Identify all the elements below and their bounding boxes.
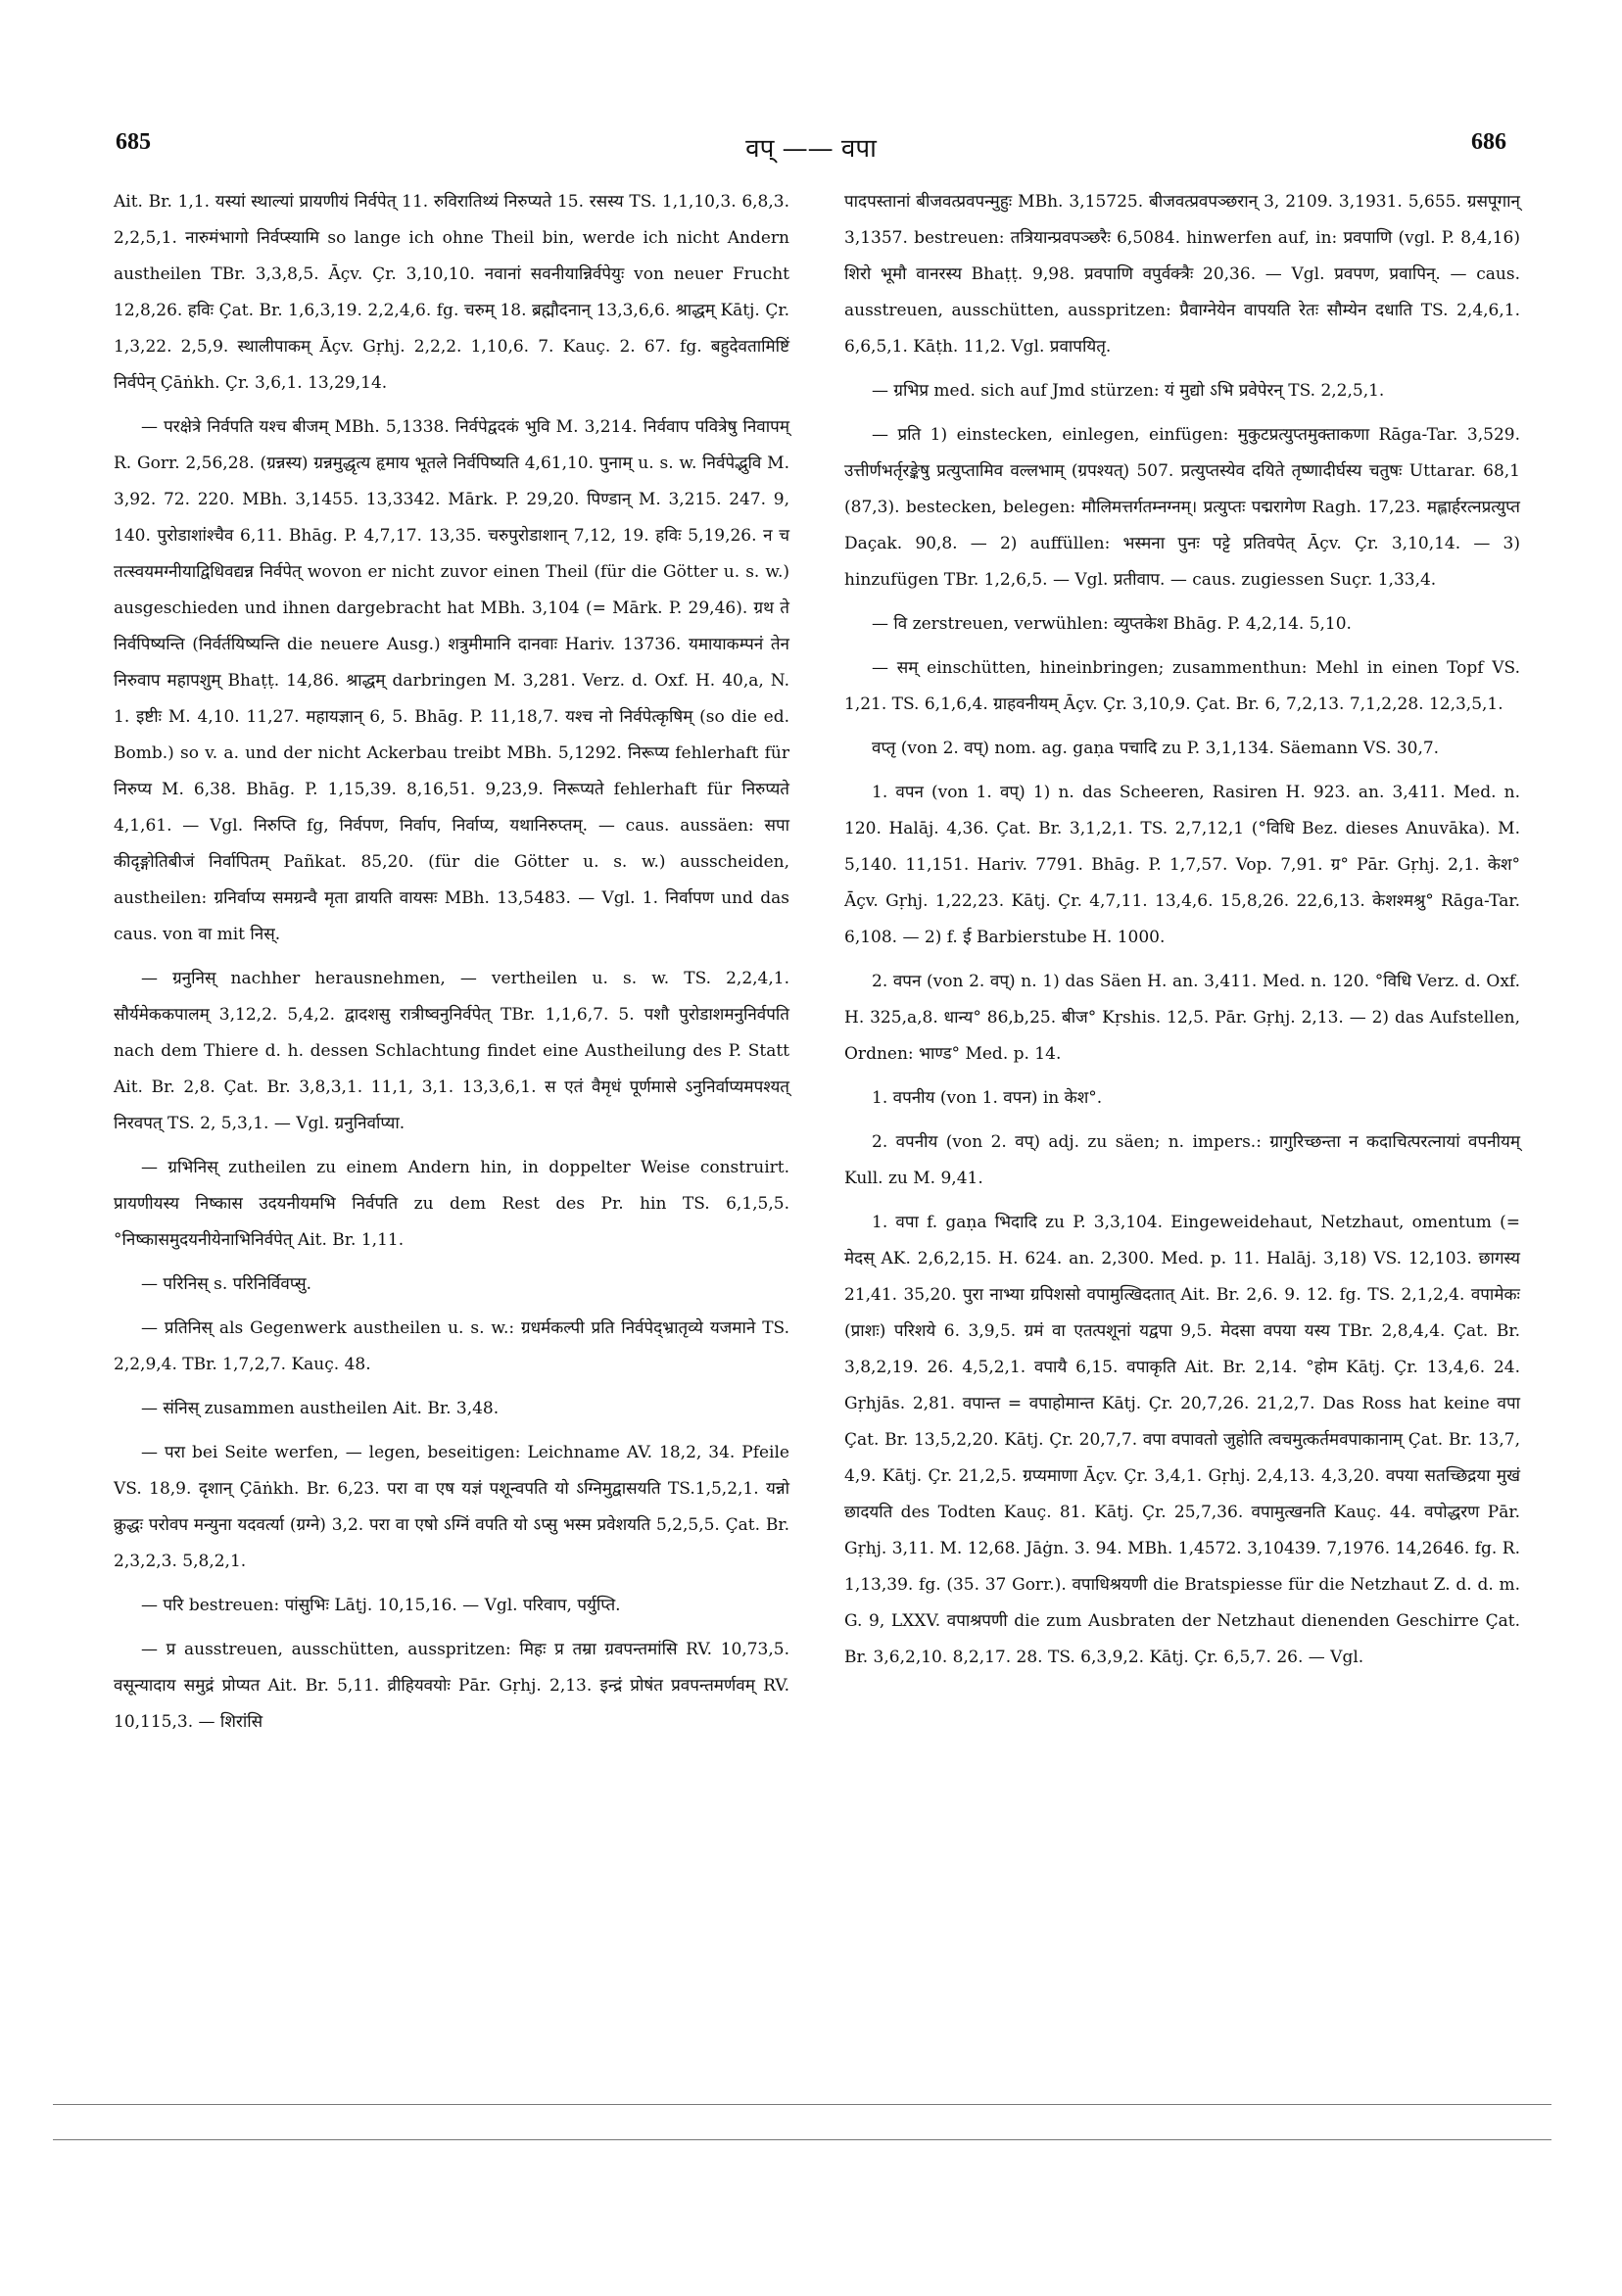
- paragraph: — संनिस् zusammen austheilen Ait. Br. 3,48.: [141, 1399, 500, 1418]
- left-column: [114, 184, 789, 1748]
- paragraph: — परि bestreuen: पांसुभिः Lāṭj. 10,15,16. — Vgl. परिवाप, पर्युप्ति.: [141, 1596, 621, 1615]
- paragraph: — प्रतिनिस् als Gegenwerk austheilen u. s. w.: ग्रधर्मकल्पी प्रति निर्वपेद्भ्रातृव्ये यजमाने TS. 2,2,9,4. TBr. 1,7,2,7. Kauç. 48.: [114, 1318, 789, 1374]
- paragraph: Ait. Br. 1,1. यस्यां स्थाल्यां प्रायणीयं निर्वपेत् 11. रुविरातिथ्यं निरुप्यते 15. रसस्य TS. 1,1,10,3. 6,8,3. 2,2,5,1. नारुमंभागो निर्वप्स्यामि so lange ich ohne Theil bin, werde ich nicht Andern austheilen TBr. 3,3,8,5. Āçv. Çr. 3,10,10. नवानां सवनीयान्निर्वपेयुः von neuer Frucht 12,8,26. हविः Çat. Br. 1,6,3,19. 2,2,4,6. fg. चरुम् 18. ब्रह्मौदनान् 13,3,6,6. श्राद्धम् Kātj. Çr. 1,3,22. 2,5,9. स्थालीपाकम् Āçv. Gṛhj. 2,2,2. 1,10,6. 7. Kauç. 2. 67. fg. बहुदेवतामिष्टिं निर्वपेन् Çāṅkh. Çr. 3,6,1. 13,29,14.: [114, 192, 789, 393]
- paragraph: — ग्रनुनिस् nachher herausnehmen, — vertheilen u. s. w. TS. 2,2,4,1. सौर्यमेककपालम् 3,12,2. 5,4,2. द्वादशसु रात्रीष्वनुनिर्वपेत् TBr. 1,1,6,7. 5. पशौ पुरोडाशमनुनिर्वपति nach dem Thiere d. h. dessen Schlachtung findet eine Austheilung des P. Statt Ait. Br. 2,8. Çat. Br. 3,8,3,1. 11,1, 3,1. 13,3,6,1. स एतं वैमृधं पूर्णमासे ऽनुनिर्वाप्यमपश्यत् निरवपत् TS. 2, 5,3,1. — Vgl. ग्रनुनिर्वाप्या.: [114, 969, 789, 1133]
- page-number-right: 686: [1471, 129, 1506, 155]
- entry-paragraph: 1. वपा f. gaṇa भिदादि zu P. 3,3,104. Eingeweidehaut, Netzhaut, omentum (= मेदस् AK. 2,6,2,15. H. 624. an. 2,300. Med. p. 11. Halāj. 3,18) VS. 12,103. छागस्य 21,41. 35,20. पुरा नाभ्या ग्रपिशसो वपामुत्खिदतात् Ait. Br. 2,6. 9. 12. fg. TS. 2,1,2,4. वपामेकः (प्राशः) परिशये 6. 3,9,5. ग्रमं वा एतत्पशूनां यद्वपा 9,5. मेदसा वपया यस्य TBr. 2,8,4,4. Çat. Br. 3,8,2,19. 26. 4,5,2,1. वपायै 6,15. वपाकृति Ait. Br. 2,14. °होम Kātj. Çr. 13,4,6. 24. Gṛhjās. 2,81. वपान्त = वपाहोमान्त Kātj. Çr. 20,7,26. 21,2,7. Das Ross hat keine वपा Çat. Br. 13,5,2,20. Kātj. Çr. 20,7,7. वपा वपावतो जुहोति त्वचमुत्कर्तमवपाकानाम् Çat. Br. 13,7, 4,9. Kātj. Çr. 21,2,5. ग्रप्यमाणा Āçv. Çr. 3,4,1. Gṛhj. 2,4,13. 4,3,20. वपया सतच्छिद्रया मुखं छादयति des Todten Kauç. 81. Kātj. Çr. 25,7,36. वपामुत्खनति Kauç. 44. वपोद्धरण Pār. Gṛhj. 3,11. M. 12,68. Jāġn. 3. 94. MBh. 1,4572. 3,10439. 7,1976. 14,2646. fg. R. 1,13,39. fg. (35. 37 Gorr.). वपाधिश्रयणी die Bratspiesse für die Netzhaut Z. d. d. m. G. 9, LXXV. वपाश्रपणी die zum Ausbraten der Netzhaut dienenden Geschirre Çat. Br. 3,6,2,10. 8,2,17. 28. TS. 6,3,9,2. Kātj. Çr. 6,5,7. 26. — Vgl.: [844, 1213, 1520, 1667]
- running-title: वप् —— वपा: [745, 134, 877, 164]
- entry-paragraph: 1. वपनीय (von 1. वपन) in केश°.: [872, 1088, 1103, 1108]
- paragraph: — सम् einschütten, hineinbringen; zusammenthun: Mehl in einen Topf VS. 1,21. TS. 6,1,6,4. ग्राहवनीयम् Āçv. Çr. 3,10,9. Çat. Br. 6, 7,2,13. 7,1,2,28. 12,3,5,1.: [844, 658, 1520, 714]
- entry-paragraph: वप्तृ (von 2. वप्) nom. ag. gaṇa पचादि zu P. 3,1,134. Säemann VS. 30,7.: [872, 739, 1440, 758]
- paragraph: — प्रति 1) einstecken, einlegen, einfügen: मुकुटप्रत्युप्तमुक्ताकणा Rāga-Tar. 3,529. उत्तीर्णभर्तृरङ्केषु प्रत्युप्तामिव वल्लभाम् (ग्रपश्यत्) 507. प्रत्युप्तस्येव दयिते तृष्णादीर्घस्य चतुषः Uttarar. 68,1 (87,3). bestecken, belegen: मौलिमत्तर्गतम्नग्नम्। प्रत्युप्तः पद्मरागेण Ragh. 17,23. मह्लार्हरत्नप्रत्युप्त Daçak. 90,8. — 2) auffüllen: भस्मना पुनः पट्टे प्रतिवपेत् Āçv. Çr. 3,10,14. — 3) hinzufügen TBr. 1,2,6,5. — Vgl. प्रतीवाप. — caus. zugiessen Suçr. 1,33,4.: [844, 425, 1520, 590]
- entry-paragraph: 2. वपनीय (von 2. वप्) adj. zu säen; n. impers.: ग्रागुरिच्छन्ता न कदाचित्परत्नायां वपनीयम् Kull. zu M. 9,41.: [844, 1132, 1520, 1188]
- right-column: [844, 184, 1520, 1684]
- paragraph: — परिनिस् s. परिनिर्विवप्सु.: [141, 1274, 312, 1294]
- paragraph: — ग्रभिनिस् zutheilen zu einem Andern hin, in doppelter Weise construirt. प्रायणीयस्य निष्कास उदयनीयमभि निर्वपति zu dem Rest des Pr. hin TS. 6,1,5,5. °निष्कासमुदयनीयेनाभिनिर्वपेत् Ait. Br. 1,11.: [114, 1158, 789, 1250]
- paragraph: — परक्षेत्रे निर्वपति यश्च बीजम् MBh. 5,1338. निर्वपेद्वदकं भुवि M. 3,214. निर्ववाप पवित्रेषु निवापम् R. Gorr. 2,56,28. (ग्रन्नस्य) ग्रन्नमुद्धृत्य हृमाय भूतले निर्वपिष्यति 4,61,10. पुनाम् u. s. w. निर्वपेद्भुवि M. 3,92. 72. 220. MBh. 3,1455. 13,3342. Mārk. P. 29,20. पिण्डान् M. 3,215. 247. 9, 140. पुरोडाशांश्चैव 6,11. Bhāg. P. 4,7,17. 13,35. चरुपुरोडाशान् 7,12, 19. हविः 5,19,26. न च तत्स्वयमग्नीयाद्विधिवद्यन्न निर्वपेत् wovon er nicht zuvor einen Theil (für die Götter u. s. w.) ausgeschieden und ihnen dargebracht hat MBh. 3,104 (= Mārk. P. 29,46). ग्रथ ते निर्वपिष्यन्ति (निर्वर्तयिष्यन्ति die neuere Ausg.) शत्रुमीमानि दानवाः Hariv. 13736. यमायाकम्पनं तेन निरुवाप महापशुम् Bhaṭṭ. 14,86. श्राद्धम् darbringen M. 3,281. Verz. d. Oxf. H. 40,a, N. 1. इष्टीः M. 4,10. 11,27. महायज्ञान् 6, 5. Bhāg. P. 11,18,7. यश्च नो निर्वपेत्कृषिम् (so die ed. Bomb.) so v. a. und der nicht Ackerbau treibt MBh. 5,1292. निरूप्य fehlerhaft für निरुप्य M. 6,38. Bhāg. P. 1,15,39. 8,16,51. 9,23,9. निरूप्यते fehlerhaft für निरुप्यते 4,1,61. — Vgl. निरुप्ति fg, निर्वपण, निर्वाप, निर्वाप्य, यथानिरुप्तम्. — caus. aussäen: सपा कीदृङ्गोतिबीजं निर्वापितम् Pañkat. 85,20. (für die Götter u. s. w.) ausscheiden, austheilen: ग्रनिर्वाप्य समग्रन्वै मृता व्रायति वायसः MBh. 13,5483. — Vgl. 1. निर्वापण und das caus. von वा mit निस्.: [114, 417, 789, 944]
- page-header: [116, 129, 1506, 168]
- bottom-rule: [53, 2104, 1551, 2105]
- paragraph: — प्र ausstreuen, ausschütten, ausspritzen: मिहः प्र तम्रा ग्रवपन्तमांसि RV. 10,73,5. वसून्यादाय समुद्रं प्रोप्यत Ait. Br. 5,11. व्रीहियवयोः Pār. Gṛhj. 2,13. इन्द्रं प्रोषंत प्रवपन्तमर्णवम् RV. 10,115,3. — शिरांसि: [114, 1640, 789, 1732]
- paragraph: — ग्रभिप्र med. sich auf Jmd stürzen: यं मुद्यो ऽभि प्रवेपेरन् TS. 2,2,5,1.: [872, 381, 1385, 401]
- page-number-left: 685: [116, 129, 151, 155]
- paragraph: — परा bei Seite werfen, — legen, beseitigen: Leichname AV. 18,2, 34. Pfeile VS. 18,9. दृशान् Çāṅkh. Br. 6,23. परा वा एष यज्ञं पशून्वपति यो ऽग्निमुद्वासयति TS.1,5,2,1. यन्नो क्रुद्धः परोवप मन्युना यदवर्त्या (ग्रग्ने) 3,2. परा वा एषो ऽग्निं वपति यो ऽप्सु भस्म प्रवेशयति 5,2,5,5. Çat. Br. 2,3,2,3. 5,8,2,1.: [114, 1443, 789, 1571]
- entry-paragraph: 1. वपन (von 1. वप्) 1) n. das Scheeren, Rasiren H. 923. an. 3,411. Med. n. 120. Halāj. 4,36. Çat. Br. 3,1,2,1. TS. 2,7,12,1 (°विधि Bez. dieses Anuvāka). M. 5,140. 11,151. Hariv. 7791. Bhāg. P. 1,7,57. Vop. 7,91. ग्र° Pār. Gṛhj. 2,1. केश° Āçv. Gṛhj. 1,22,23. Kātj. Çr. 4,7,11. 13,4,6. 15,8,26. 22,6,13. केशश्मश्रु° Rāga-Tar. 6,108. — 2) f. ई Barbierstube H. 1000.: [844, 783, 1520, 947]
- entry-paragraph: 2. वपन (von 2. वप्) n. 1) das Säen H. an. 3,411. Med. n. 120. °विधि Verz. d. Oxf. H. 325,a,8. धान्य° 86,b,25. बीज° Kṛshis. 12,5. Pār. Gṛhj. 2,13. — 2) das Aufstellen, Ordnen: भाण्ड° Med. p. 14.: [844, 972, 1520, 1064]
- paragraph: पादपस्तानां बीजवत्प्रवपन्मुहुः MBh. 3,15725. बीजवत्प्रवपञ्छरान् 3, 2109. 3,1931. 5,655. ग्रसपूगान् 3,1357. bestreuen: तत्रियान्प्रवपञ्छरैः 6,5084. hinwerfen auf, in: प्रवपाणि (vgl. P. 8,4,16) शिरो भूमौ वानरस्य Bhaṭṭ. 9,98. प्रवपाणि वपुर्वक्त्रैः 20,36. — Vgl. प्रवपण, प्रवापिन्. — caus. ausstreuen, ausschütten, ausspritzen: प्रैवाग्नेयेन वापयति रेतः सौम्येन दधाति TS. 2,4,6,1. 6,6,5,1. Kāṭh. 11,2. Vgl. प्रवापयितृ.: [844, 192, 1520, 357]
- paragraph: — वि zerstreuen, verwühlen: व्युप्तकेश Bhāg. P. 4,2,14. 5,10.: [872, 614, 1352, 634]
- bottom-rule: [53, 2139, 1551, 2140]
